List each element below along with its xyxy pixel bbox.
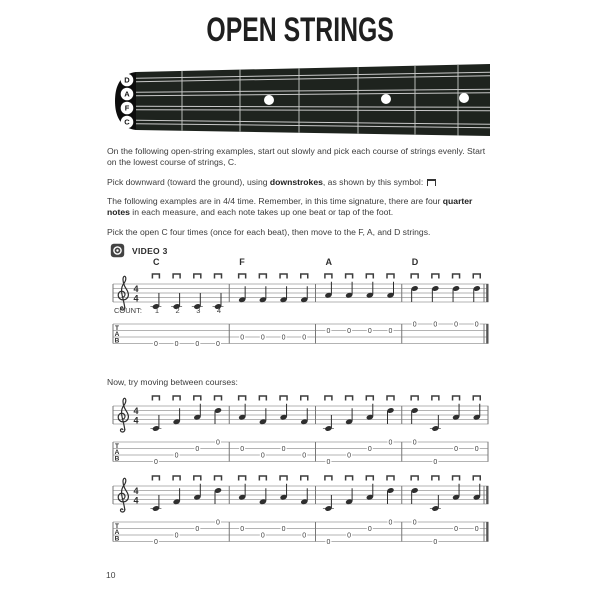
svg-text:C: C [124,117,130,127]
video-label: VIDEO 3 [132,245,168,256]
svg-text:T: T [115,443,119,450]
svg-text:A: A [114,449,120,457]
svg-text:0: 0 [388,328,393,336]
svg-text:B: B [114,535,120,543]
page-number: 10 [106,570,116,580]
svg-text:0: 0 [474,526,479,534]
svg-text:4: 4 [216,306,222,315]
svg-text:0: 0 [153,459,158,467]
svg-text:0: 0 [240,334,245,342]
svg-text:0: 0 [174,341,179,349]
svg-text:F: F [124,103,130,113]
music-system-1 [111,254,491,355]
svg-text:0: 0 [326,459,331,467]
svg-text:0: 0 [412,321,417,329]
svg-text:A: A [124,89,130,99]
svg-text:T: T [115,523,119,530]
paragraph-2: Pick downward (toward the ground), using downstrokes, as shown by this symbol: [107,177,497,188]
page-title-wrap [0,12,600,48]
svg-text:D: D [124,75,130,85]
svg-text:0: 0 [281,446,286,454]
svg-text:0: 0 [326,328,331,336]
svg-text:0: 0 [367,446,372,454]
svg-text:0: 0 [326,539,331,547]
svg-text:COUNT:: COUNT: [114,306,142,315]
downstroke-symbol-icon [427,179,436,186]
svg-text:0: 0 [302,452,307,460]
svg-text:D: D [411,257,419,267]
svg-text:4: 4 [133,486,139,496]
svg-text:0: 0 [388,519,393,527]
svg-text:0: 0 [195,446,200,454]
svg-text:0: 0 [195,526,200,534]
svg-text:0: 0 [174,532,179,540]
svg-text:0: 0 [474,321,479,329]
fretboard-diagram [112,63,490,137]
svg-text:0: 0 [260,532,265,540]
svg-text:4: 4 [133,406,139,416]
paragraph-1: On the following open-string examples, start out slowly and pick each course of strings evenly. Start on the lowest course of strings, C. [107,146,486,168]
svg-text:A: A [114,331,120,339]
svg-text:0: 0 [195,341,200,349]
svg-text:0: 0 [388,439,393,447]
svg-text:0: 0 [281,526,286,534]
svg-text:A: A [325,257,332,267]
svg-text:0: 0 [216,439,220,447]
svg-text:0: 0 [302,532,307,540]
svg-text:0: 0 [174,452,179,460]
svg-text:0: 0 [153,539,158,547]
music-system-2 [111,392,491,473]
svg-text:0: 0 [433,321,438,329]
between-courses-text: Now, try moving between courses: [107,377,238,387]
svg-text:2: 2 [175,306,180,315]
svg-text:C: C [153,257,160,267]
svg-text:4: 4 [133,415,139,426]
svg-text:0: 0 [216,341,220,349]
svg-text:0: 0 [347,532,352,540]
svg-text:0: 0 [412,439,417,447]
svg-text:0: 0 [216,519,220,527]
svg-text:0: 0 [433,539,438,547]
svg-text:0: 0 [412,519,417,527]
svg-text:0: 0 [433,459,438,467]
svg-text:0: 0 [302,334,307,342]
svg-text:0: 0 [347,452,352,460]
svg-text:0: 0 [153,341,158,349]
svg-text:0: 0 [454,446,459,454]
paragraph-4: Pick the open C four times (once for each beat), then move to the F, A, and D strings. [107,226,431,237]
svg-text:0: 0 [367,328,372,336]
svg-text:0: 0 [367,526,372,534]
svg-text:A: A [114,529,120,537]
svg-text:4: 4 [133,284,139,294]
svg-text:1: 1 [154,306,159,315]
svg-text:0: 0 [260,334,265,342]
svg-text:0: 0 [281,334,286,342]
svg-text:0: 0 [240,526,245,534]
svg-text:4: 4 [133,293,139,304]
svg-text:0: 0 [454,321,459,329]
svg-text:0: 0 [454,526,459,534]
page-title: OPEN STRINGS [206,10,394,49]
svg-text:B: B [114,455,120,463]
svg-text:F: F [239,257,245,267]
svg-text:0: 0 [347,328,352,336]
music-system-3 [111,472,491,553]
svg-text:0: 0 [260,452,265,460]
svg-text:0: 0 [474,446,479,454]
instruction-text [107,146,497,246]
svg-text:4: 4 [133,495,139,506]
svg-text:T: T [115,325,119,332]
svg-text:3: 3 [196,306,201,315]
svg-text:B: B [114,337,120,345]
paragraph-3: The following examples are in 4/4 time. Remember, in this time signature, there are four quarter notes in each measure, and each note takes up one beat or tap of the foot. [107,196,473,218]
svg-text:0: 0 [240,446,245,454]
